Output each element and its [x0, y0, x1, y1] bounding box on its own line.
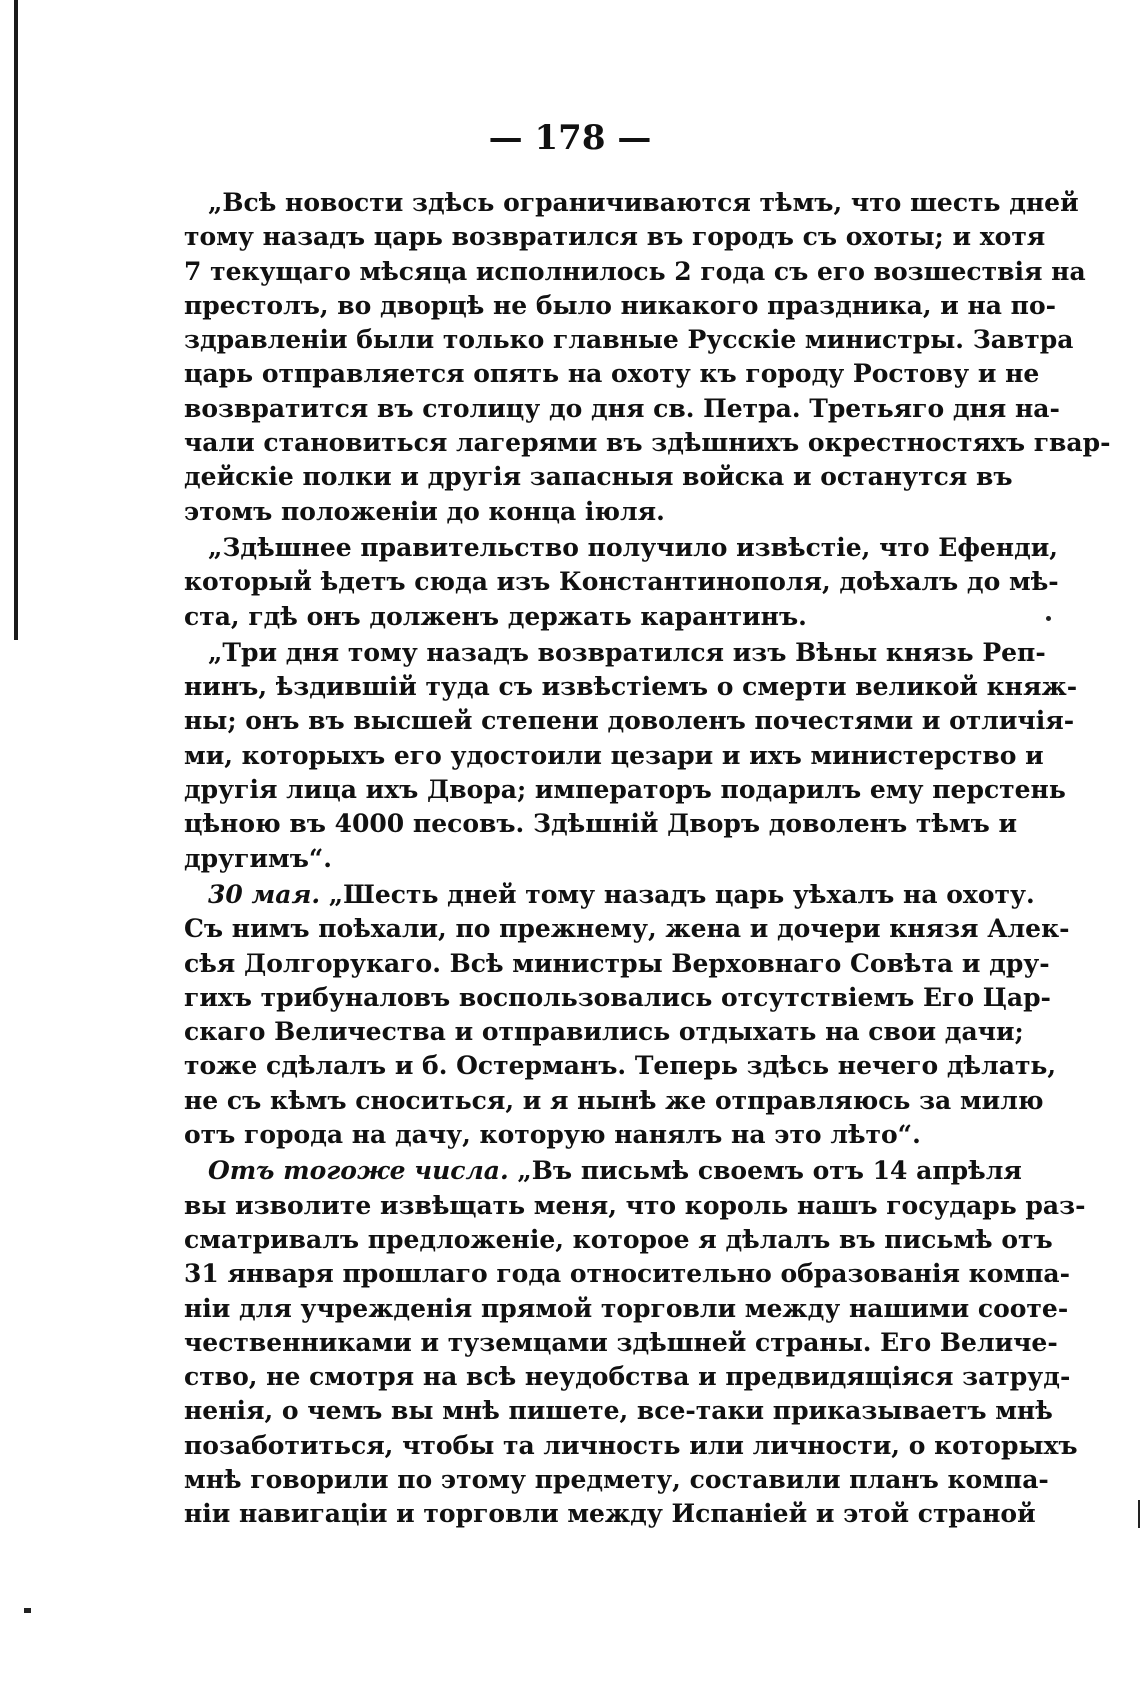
text-line: ніи навигаціи и торговли между Испаніей и этой страной — [184, 1499, 1036, 1529]
text-line: позаботиться, чтобы та личность или личности, о которыхъ — [184, 1430, 1078, 1460]
page-binding-edge — [14, 0, 18, 640]
text-line: скаго Величества и отправились отдыхать на свои дачи; — [184, 1017, 1024, 1047]
entry-date: 30 мая. — [208, 879, 321, 909]
text-line: отъ города на дачу, которую нанялъ на это лѣто“. — [184, 1120, 921, 1150]
text-line: ство, не смотря на всѣ неудобства и предвидящіяся затруд- — [184, 1362, 1071, 1392]
text-line: ми, которыхъ его удостоили цезари и ихъ министерство и — [184, 740, 1044, 770]
text-line: 31 января прошлаго года относительно образованія компа- — [184, 1259, 1070, 1289]
text-line: чали становиться лагерями въ здѣшнихъ окрестностяхъ гвар- — [184, 428, 1111, 458]
entry-date: Отъ тогоже числа. — [208, 1156, 509, 1186]
text-line: „Три дня тому назадъ возвратился изъ Вѣны князь Реп- — [208, 637, 1046, 667]
text-line: „Здѣшнее правительство получило извѣстіе, что Ефенди, — [208, 532, 1058, 562]
ink-speck — [1046, 616, 1051, 621]
text-line: нинъ, ѣздившій туда съ извѣстіемъ о смерти великой княж- — [184, 672, 1078, 702]
text-line: сѣя Долгорукаго. Всѣ министры Верховнаго Совѣта и дру- — [184, 948, 1050, 978]
text-line: сматривалъ предложеніе, которое я дѣлалъ въ письмѣ отъ — [184, 1224, 1053, 1254]
text-line: чественниками и туземцами здѣшней страны. Его Величе- — [184, 1327, 1058, 1357]
paragraph — [184, 636, 1078, 876]
paragraph — [184, 531, 1059, 634]
text-line: не съ кѣмъ сноситься, и я нынѣ же отправляюсь за милю — [184, 1085, 1044, 1115]
text-line: гихъ трибуналовъ воспользовались отсутствіемъ Его Цар- — [184, 982, 1051, 1012]
text-line: царь отправляется опять на охоту къ городу Ростову и не — [184, 359, 1040, 389]
ink-speck — [24, 1608, 31, 1613]
text-line: ніи для учрежденія прямой торговли между нашими сооте- — [184, 1293, 1069, 1323]
text-line: цѣною въ 4000 песовъ. Здѣшній Дворъ доволенъ тѣмъ и — [184, 809, 1018, 839]
text-line: Съ нимъ поѣхали, по прежнему, жена и дочери князя Алек- — [184, 914, 1070, 944]
text-line: ны; онъ въ высшей степени доволенъ почестями и отличія- — [184, 706, 1075, 736]
entry-first-line: „Шесть дней тому назадъ царь уѣхалъ на охоту. — [328, 879, 1035, 909]
text-line: ста, гдѣ онъ долженъ держать карантинъ. — [184, 601, 807, 631]
text-line: другимъ“. — [184, 843, 332, 873]
text-line: другія лица ихъ Двора; императоръ подарилъ ему перстень — [184, 775, 1066, 805]
text-line: престолъ, во дворцѣ не было никакого праздника, и на по- — [184, 290, 1057, 320]
text-line: мнѣ говорили по этому предмету, составили планъ компа- — [184, 1464, 1049, 1494]
text-line: этомъ положеніи до конца іюля. — [184, 496, 665, 526]
page-number: — 178 — — [488, 118, 652, 158]
body-text — [184, 186, 1111, 1534]
dated-entry — [184, 878, 1070, 1152]
text-line — [184, 1154, 1022, 1188]
paragraph — [184, 186, 1111, 529]
text-line: возвратится въ столицу до дня св. Петра. Третьяго дня на- — [184, 393, 1060, 423]
text-line: тому назадъ царь возвратился въ городъ съ охоты; и хотя — [184, 222, 1046, 252]
text-line: дейскіе полки и другія запасныя войска и останутся въ — [184, 462, 1013, 492]
text-line — [184, 878, 1035, 912]
text-line: „Всѣ новости здѣсь ограничиваются тѣмъ, что шесть дней — [208, 188, 1079, 217]
entry-first-line: „Въ письмѣ своемъ отъ 14 апрѣля — [517, 1156, 1022, 1186]
text-line: тоже сдѣлалъ и б. Остерманъ. Теперь здѣсь нечего дѣлать, — [184, 1051, 1057, 1081]
dated-entry — [184, 1154, 1086, 1531]
text-line: который ѣдетъ сюда изъ Константинополя, доѣхалъ до мѣ- — [184, 567, 1059, 597]
text-line: 7 текущаго мѣсяца исполнилось 2 года съ его возшествія на — [184, 256, 1086, 286]
text-line: здравленіи были только главные Русскіе министры. Завтра — [184, 325, 1074, 355]
text-line: вы изволите извѣщать меня, что король нашъ государь раз- — [184, 1190, 1086, 1220]
text-line: ненія, о чемъ вы мнѣ пишете, все-таки приказываетъ мнѣ — [184, 1396, 1053, 1426]
